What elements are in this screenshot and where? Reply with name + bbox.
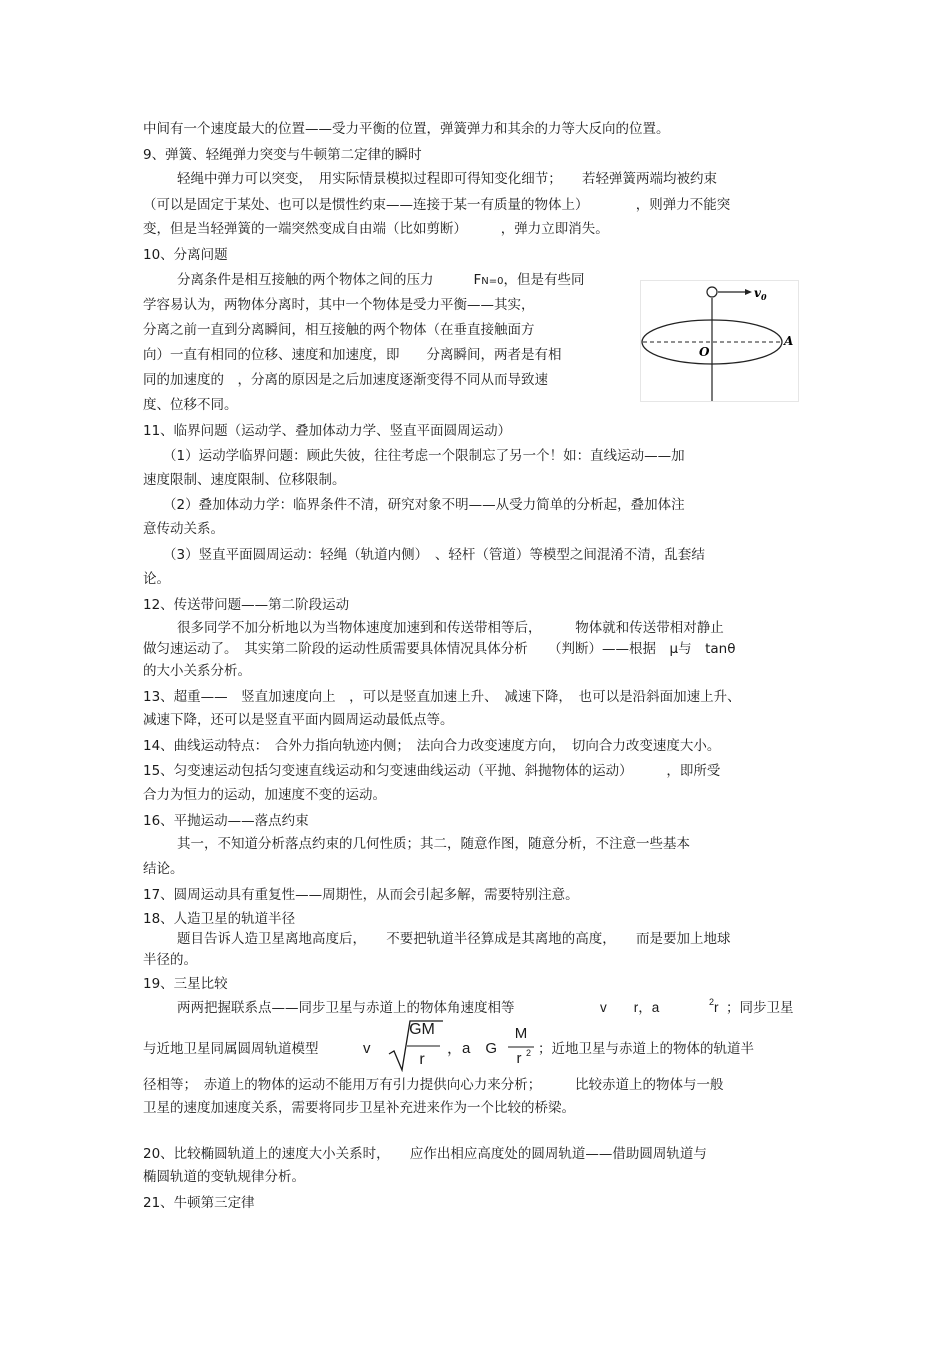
text-line: 意传动关系。 — [143, 521, 224, 537]
formula-r: r — [714, 1000, 719, 1015]
fraction-denominator: r — [419, 1051, 425, 1068]
text-line: （可以是固定于某处、也可以是惯性约束——连接于某一有质量的物体上） ，则弹力不能突 — [143, 197, 731, 213]
text-line: 半径的。 — [143, 952, 197, 968]
section-heading-17: 17、圆周运动具有重复性——周期性，从而会引起多解，需要特别注意。 — [143, 887, 579, 903]
section-heading-19: 19、三星比较 — [143, 976, 228, 992]
section-heading-9: 9、弹簧、轻绳弹力突变与牛顿第二定律的瞬时 — [143, 147, 422, 163]
section-heading-21: 21、牛顿第三定律 — [143, 1195, 255, 1211]
text-line: 卫星的速度加速度关系，需要将同步卫星补充进来作为一个比较的桥梁。 — [143, 1100, 575, 1116]
text-line: 合力为恒力的运动，加速度不变的运动。 — [143, 787, 386, 803]
text-span: ；近地卫星与赤道上的物体的轨道半 — [538, 1041, 754, 1057]
section-heading-11: 11、临界问题（运动学、叠加体动力学、竖直平面圆周运动） — [143, 423, 512, 439]
point-a-label: A — [784, 334, 794, 348]
text-line: 的大小关系分析。 — [143, 663, 251, 679]
text-span: ；同步卫星 — [726, 1000, 794, 1016]
text-line: 变，但是当轻弹簧的一端突然变成自由端（比如剪断） ，弹力立即消失。 — [143, 221, 609, 237]
velocity-label: $v_0$ — [754, 286, 767, 302]
text-line: （1）运动学临界问题：顾此失彼，往往考虑一个限制忘了另一个！如：直线运动——加 — [163, 448, 685, 464]
text-line: 向）一直有相同的位移、速度和加速度，即 分离瞬间，两者是有相 — [143, 347, 562, 363]
fraction-numerator: GM — [409, 1021, 435, 1038]
text-line: 径相等； 赤道上的物体的运动不能用万有引力提供向心力来分析； 比较赤道上的物体与一般 — [143, 1077, 724, 1093]
formula-superscript: 2 — [709, 997, 715, 1007]
text-line: （2）叠加体动力学：临界条件不清，研究对象不明——从受力简单的分析起，叠加体注 — [163, 497, 685, 513]
fraction-numerator: M — [514, 1025, 528, 1042]
text-span: 分离条件是相互接触的两个物体之间的压力 — [177, 272, 434, 288]
text-line: 椭圆轨道的变轨规律分析。 — [143, 1169, 305, 1185]
force-subscript: N=0 — [481, 276, 504, 287]
text-line: （3）竖直平面圆周运动：轻绳（轨道内侧） 、轻杆（管道）等模型之间混淆不清，乱套结 — [163, 547, 705, 563]
formula-v-r-a: v r，a — [600, 1000, 660, 1015]
velocity-arrowhead — [745, 289, 752, 295]
text-line: 结论。 — [143, 861, 184, 877]
text-line: 轻绳中弹力可以突变， 用实际情景模拟过程即可得知变化细节； 若轻弹簧两端均被约束 — [177, 171, 717, 187]
section-heading-18: 18、人造卫星的轨道半径 — [143, 911, 296, 927]
text-line: 中间有一个速度最大的位置——受力平衡的位置，弹簧弹力和其余的力等大反向的位置。 — [143, 121, 670, 137]
section-heading-14: 14、曲线运动特点： 合外力指向轨迹内侧； 法向合力改变速度方向， 切向合力改变速度大小。 — [143, 738, 721, 754]
fraction-denominator: r — [516, 1050, 522, 1067]
text-line: 题目告诉人造卫星离地高度后， 不要把轨道半径算成是其离地的高度， 而是要加上地球 — [177, 931, 731, 947]
text-span: ，但是有些同 — [503, 272, 585, 288]
text-line — [177, 271, 585, 291]
text-line: 同的加速度的 ，分离的原因是之后加速度逐渐变得不同从而导致速 — [143, 372, 548, 388]
text-line: 两两把握联系点——同步卫星与赤道上的物体角速度相等 — [177, 1000, 515, 1016]
text-line: 学容易认为，两物体分离时，其中一个物体是受力平衡——其实， — [143, 297, 535, 313]
text-line: 与近地卫星同属圆周轨道模型 — [143, 1041, 319, 1057]
section-heading-15: 15、匀变速运动包括匀变速直线运动和匀变速曲线运动（平抛、斜抛物体的运动） ，即所受 — [143, 763, 721, 779]
formula-a-g: ，a G — [447, 1040, 498, 1057]
object-circle — [707, 287, 717, 297]
orbit-figure — [640, 280, 800, 402]
text-line: 度、位移不同。 — [143, 397, 238, 413]
text-line: 其一，不知道分析落点约束的几何性质；其二，随意作图，随意分析，不注意一些基本 — [177, 836, 690, 852]
section-heading-10: 10、分离问题 — [143, 247, 228, 263]
figure-border — [641, 281, 799, 402]
formula-v: v — [363, 1040, 371, 1057]
section-heading-20: 20、比较椭圆轨道上的速度大小关系时， 应作出相应高度处的圆周轨道——借助圆周轨道与 — [143, 1146, 707, 1162]
origin-label: O — [699, 345, 710, 359]
force-symbol: F — [473, 272, 482, 288]
text-line: 分离之前一直到分离瞬间，相互接触的两个物体（在垂直接触面方 — [143, 322, 535, 338]
section-heading-12: 12、传送带问题——第二阶段运动 — [143, 597, 350, 613]
section-heading-13: 13、超重—— 竖直加速度向上 ，可以是竖直加速上升、 减速下降， 也可以是沿斜面加速上升、 — [143, 689, 741, 705]
section-heading-16: 16、平抛运动——落点约束 — [143, 813, 309, 829]
text-line: 减速下降，还可以是竖直平面内圆周运动最低点等。 — [143, 712, 454, 728]
formula-superscript: 2 — [526, 1048, 532, 1058]
text-line: 很多同学不加分析地以为当物体速度加速到和传送带相等后， 物体就和传送带相对静止 — [177, 620, 724, 636]
text-line: 速度限制、速度限制、位移限制。 — [143, 472, 346, 488]
text-line: 论。 — [143, 571, 170, 587]
text-line: 做匀速运动了。 其实第二阶段的运动性质需要具体情况具体分析 （判断）——根据 μ与 tanθ — [143, 641, 736, 657]
